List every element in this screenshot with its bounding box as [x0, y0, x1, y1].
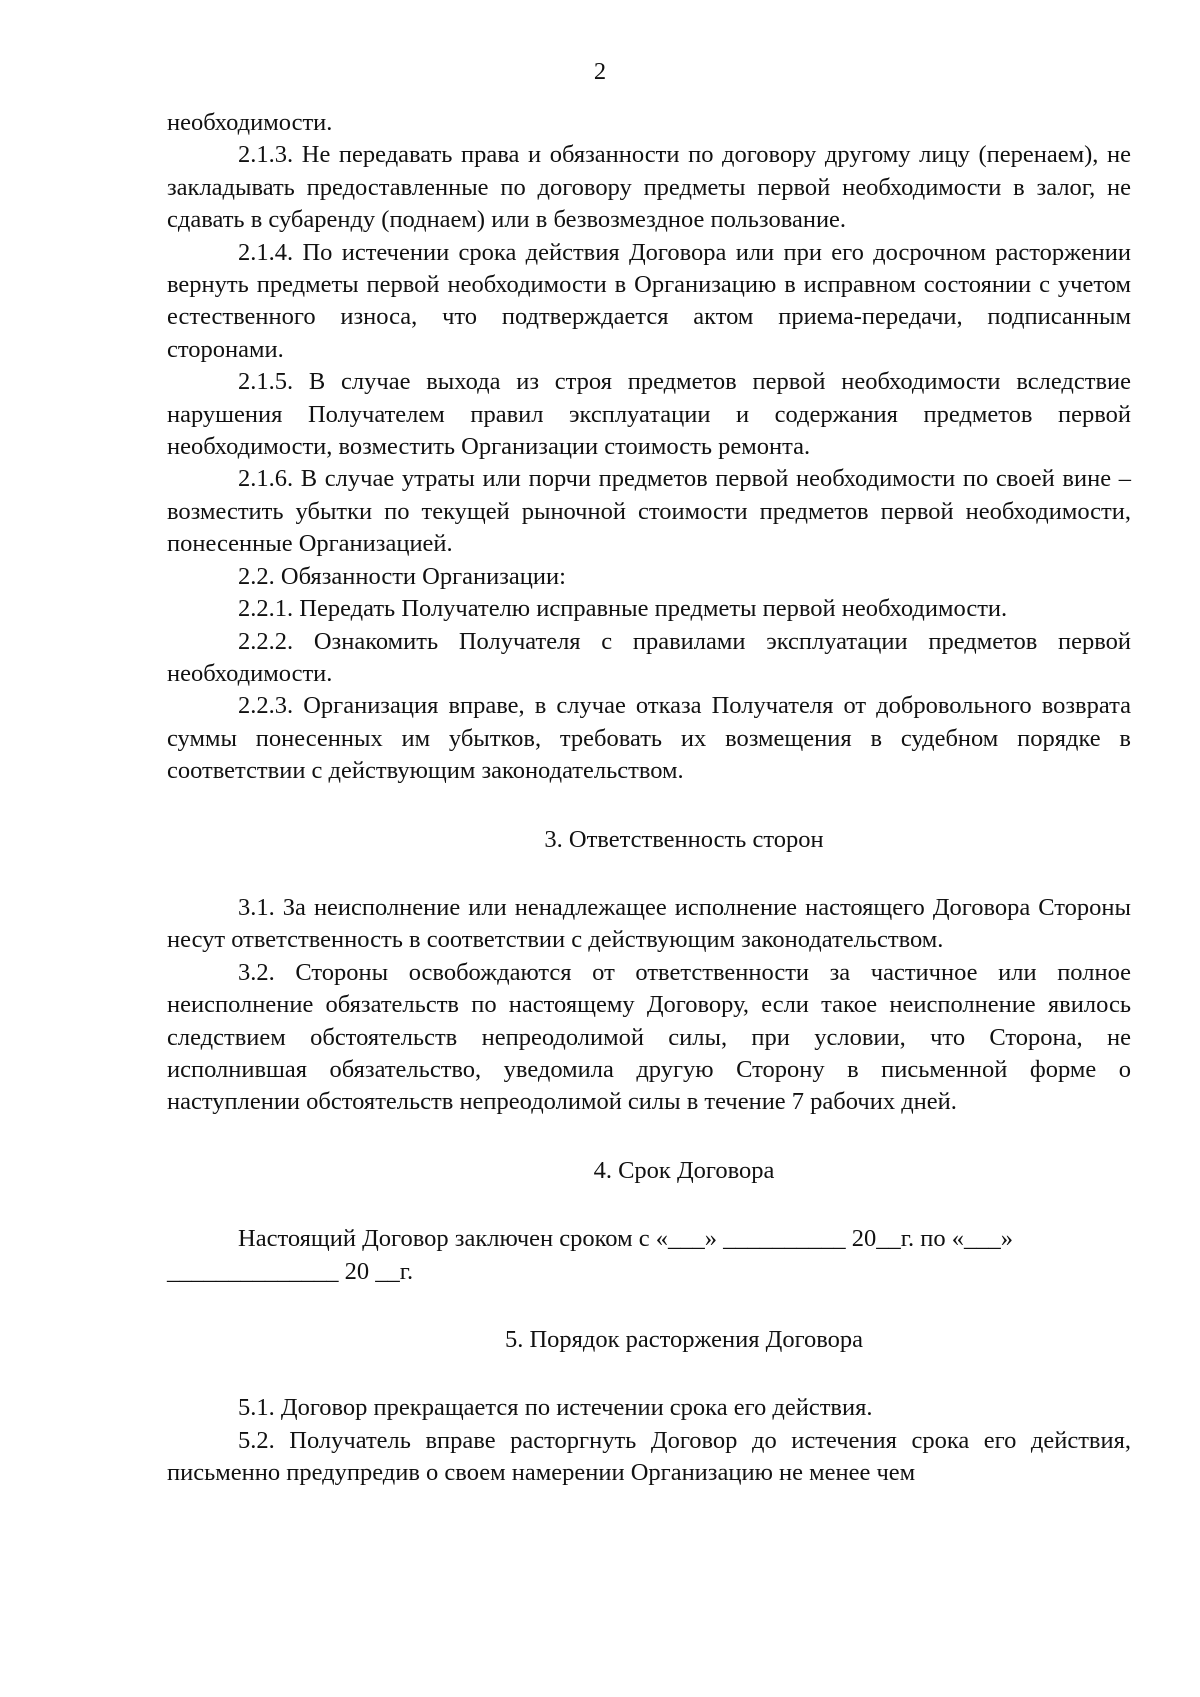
spacer [167, 1187, 1131, 1223]
clause-2-2: 2.2. Обязанности Организации: [238, 562, 566, 590]
clause-2-1-4: 2.1.4. По истечении срока действия Договора или при его досрочном расторжении вернуть предметы первой необходимости в Организацию в исправном состоянии с учетом естественного износа, что подтверждается актом приема-передачи, подписанным сторонами. [167, 238, 1131, 363]
clause-2-1-5: 2.1.5. В случае выхода из строя предметов первой необходимости вследствие нарушения Получателем правил эксплуатации и содержания предметов первой необходимости, возместить Организации стоимость ремонта. [167, 368, 1131, 461]
page-number: 2 [593, 58, 607, 85]
clause-5-2: 5.2. Получатель вправе расторгнуть Договор до истечения срока его действия, письменно предупредив о своем намерении Организацию не менее чем [167, 1426, 1131, 1487]
section-4-heading: 4. Срок Договора [593, 1156, 775, 1184]
spacer [167, 856, 1131, 892]
clause-5-1: 5.1. Договор прекращается по истечении срока его действия. [238, 1394, 873, 1422]
clause-2-1-3: 2.1.3. Не передавать права и обязанности по договору другому лицу (перенаем), не закладывать предоставленные по договору предметы первой необходимости в залог, не сдавать в субаренду (поднаем) или в безвозмездное пользование. [167, 141, 1131, 234]
spacer [167, 1119, 1131, 1155]
paragraph-continuation: необходимости. [167, 109, 333, 136]
term-line-1: Настоящий Договор заключен сроком с «___» __________ 20__г. по «___» [238, 1225, 1013, 1253]
document-body [167, 107, 1131, 1490]
clause-2-1-6: 2.1.6. В случае утраты или порчи предметов первой необходимости по своей вине – возместить убытки по текущей рыночной стоимости предметов первой необходимости, понесенные Организацией. [167, 465, 1131, 558]
spacer [167, 1288, 1131, 1324]
clause-3-2: 3.2. Стороны освобождаются от ответственности за частичное или полное неисполнение обязательств по настоящему Договору, если такое неисполнение явилось следствием обстоятельств непреодолимой силы, при условии, что Сторона, не исполнившая обязательство, уведомила другую Сторону в письменной форме о наступлении обстоятельств непреодолимой силы в течение 7 рабочих дней. [167, 958, 1131, 1116]
clause-2-2-2: 2.2.2. Ознакомить Получателя с правилами эксплуатации предметов первой необходимости. [167, 627, 1131, 687]
clause-3-1: 3.1. За неисполнение или ненадлежащее исполнение настоящего Договора Стороны несут ответственность в соответствии с действующим законодательством. [167, 893, 1131, 954]
term-line-2: ______________ 20 __г. [167, 1257, 414, 1285]
spacer [167, 1356, 1131, 1392]
clause-2-2-1: 2.2.1. Передать Получателю исправные предметы первой необходимости. [238, 595, 1008, 623]
section-5-heading: 5. Порядок расторжения Договора [504, 1326, 864, 1353]
section-3-heading: 3. Ответственность сторон [544, 825, 824, 853]
clause-2-2-3: 2.2.3. Организация вправе, в случае отказа Получателя от добровольного возврата суммы понесенных им убытков, требовать их возмещения в судебном порядке в соответствии с действующим законодательством. [167, 692, 1131, 785]
spacer [167, 788, 1131, 824]
